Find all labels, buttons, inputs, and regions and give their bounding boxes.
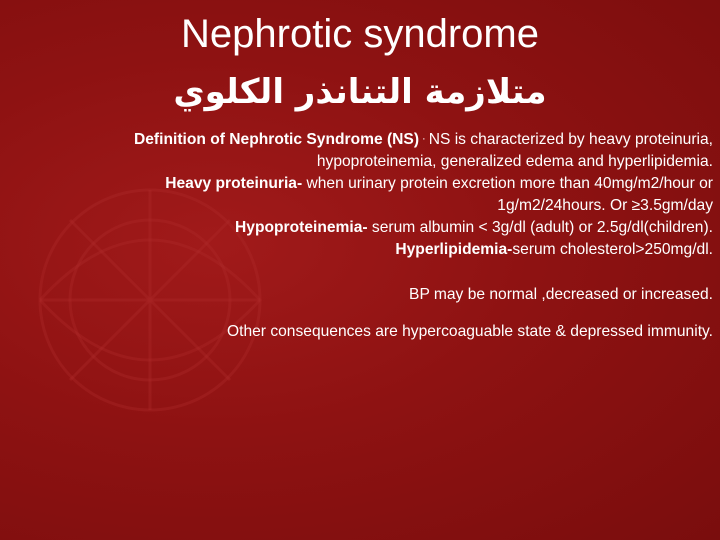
hypoproteinemia-text: serum albumin < 3g/dl (adult) or 2.5g/dl(children). (367, 219, 713, 236)
definition-text-2: hypoproteinemia, generalized edema and hyperlipidemia. (316, 153, 713, 170)
definition-line-1 (10, 128, 713, 151)
spacer (10, 306, 713, 321)
hypoproteinemia-term: Hypoproteinemia- (235, 219, 368, 236)
slide-body (10, 128, 713, 343)
definition-text-1: NS is characterized by heavy proteinuria, (428, 131, 713, 148)
heavy-proteinuria-text-1: when urinary protein excretion more than 40mg/m2/hour or (302, 175, 713, 192)
definition-term: Definition of Nephrotic Syndrome (NS) (134, 131, 420, 148)
consequences-note: Other consequences are hypercoaguable state & depressed immunity. (227, 323, 713, 340)
hyperlipidemia-text: serum cholesterol>250mg/dl. (512, 241, 713, 258)
hyperlipidemia-line (10, 239, 713, 261)
bullet-icon: · (422, 133, 426, 145)
slide-title: Nephrotic syndrome (181, 12, 539, 56)
heavy-proteinuria-term: Heavy proteinuria- (165, 175, 303, 192)
hypoproteinemia-line (10, 217, 713, 239)
hyperlipidemia-term: Hyperlipidemia- (395, 241, 513, 258)
heavy-proteinuria-line-1 (10, 173, 713, 195)
heavy-proteinuria-text-2: 1g/m2/24hours. Or ≥3.5gm/day (497, 197, 713, 214)
arabic-subtitle: متلازمة التنانذر الكلوي (173, 72, 547, 112)
bp-note: BP may be normal ,decreased or increased. (409, 286, 713, 303)
spacer (10, 261, 713, 284)
